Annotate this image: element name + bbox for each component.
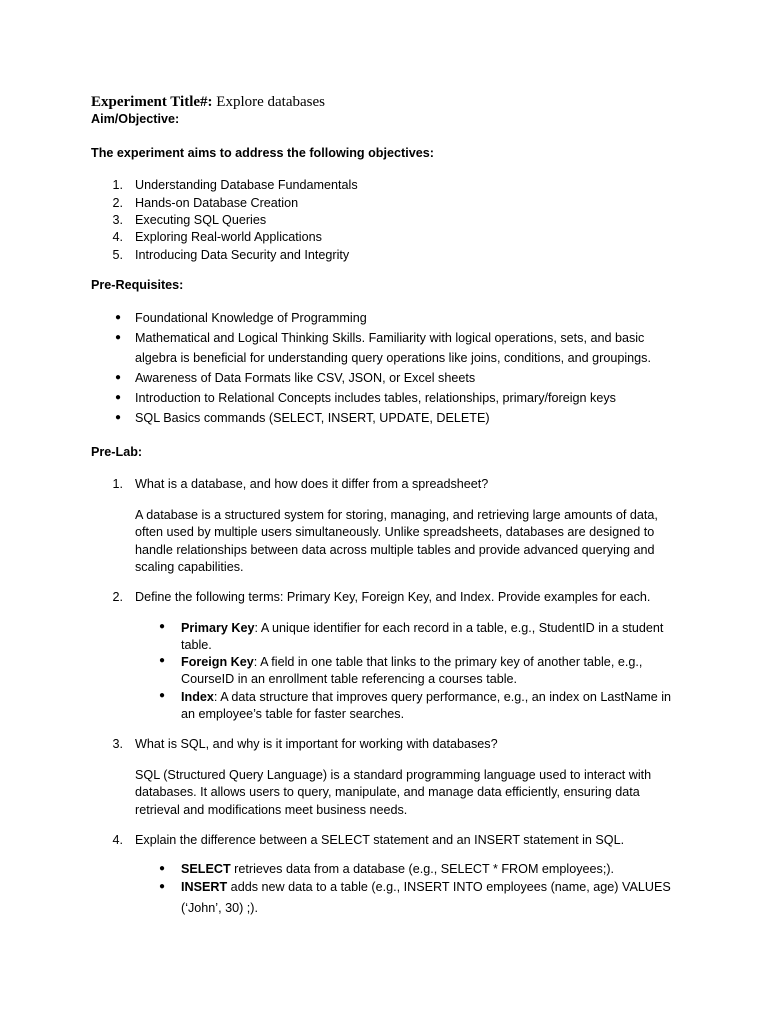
list-item: Introducing Data Security and Integrity: [135, 248, 350, 262]
bullet-icon: ●: [159, 863, 166, 874]
list-item: Index: A data structure that improves query performance, e.g., an index on LastName in an employee’s table for faster searches.: [181, 690, 672, 722]
experiment-title-label: Experiment Title#:: [91, 94, 213, 110]
list-item-continuation: algebra is beneficial for understanding query operations like joins, conditions, and groupings.: [135, 351, 651, 365]
list-item: Foundational Knowledge of Programming: [135, 311, 367, 325]
list-item-continuation: (‘John’, 30) ;).: [181, 901, 258, 915]
list-item: Awareness of Data Formats like CSV, JSON, or Excel sheets: [135, 371, 476, 385]
list-item: Mathematical and Logical Thinking Skills. Familiarity with logical operations, sets, and basic: [135, 331, 645, 345]
list-item: INSERT adds new data to a table (e.g., INSERT INTO employees (name, age) VALUES: [181, 880, 671, 894]
list-item: Exploring Real-world Applications: [135, 230, 322, 244]
question-2: Define the following terms: Primary Key, Foreign Key, and Index. Provide examples for each.: [135, 590, 651, 604]
bullet-icon: ●: [115, 332, 122, 343]
bullet-icon: ●: [115, 372, 122, 383]
list-item: Introduction to Relational Concepts includes tables, relationships, primary/foreign keys: [135, 391, 616, 405]
aim-heading: Aim/Objective:: [91, 112, 180, 126]
bullet-icon: ●: [115, 412, 122, 423]
question-4: Explain the difference between a SELECT statement and an INSERT statement in SQL.: [135, 833, 625, 847]
prereq-heading: Pre-Requisites:: [91, 278, 184, 292]
list-item: Hands-on Database Creation: [135, 196, 299, 210]
question-1: What is a database, and how does it differ from a spreadsheet?: [135, 477, 489, 491]
question-3: What is SQL, and why is it important for working with databases?: [135, 737, 498, 751]
bullet-icon: ●: [159, 655, 166, 666]
bullet-icon: ●: [115, 392, 122, 403]
experiment-title: [91, 94, 325, 111]
answer-1: A database is a structured system for storing, managing, and retrieving large amounts of data, often used by multiple users simultaneously. Unlike spreadsheets, databases are designed to handle relationships between data across multiple tables and provide advanced querying and scaling capabilities.: [135, 508, 658, 574]
list-item: SELECT retrieves data from a database (e.g., SELECT * FROM employees;).: [181, 862, 615, 876]
objectives-intro: The experiment aims to address the following objectives:: [91, 146, 434, 160]
bullet-icon: ●: [115, 312, 122, 323]
list-item: Foreign Key: A field in one table that links to the primary key of another table, e.g., CourseID in an enrollment table referencing a courses table.: [181, 655, 643, 687]
bullet-icon: ●: [159, 881, 166, 892]
prelab-heading: Pre-Lab:: [91, 445, 143, 459]
list-item: SQL Basics commands (SELECT, INSERT, UPDATE, DELETE): [135, 411, 490, 425]
list-item: Executing SQL Queries: [135, 213, 267, 227]
experiment-title-value: Explore databases: [216, 94, 325, 110]
bullet-icon: ●: [159, 690, 166, 701]
bullet-icon: ●: [159, 621, 166, 632]
answer-3: SQL (Structured Query Language) is a standard programming language used to interact with databases. It allows users to query, manipulate, and manage data efficiently, ensuring data retrieval and modifications meet business needs.: [135, 768, 652, 817]
list-item: Primary Key: A unique identifier for each record in a table, e.g., StudentID in a student table.: [181, 621, 664, 653]
list-item: Understanding Database Fundamentals: [135, 178, 358, 192]
